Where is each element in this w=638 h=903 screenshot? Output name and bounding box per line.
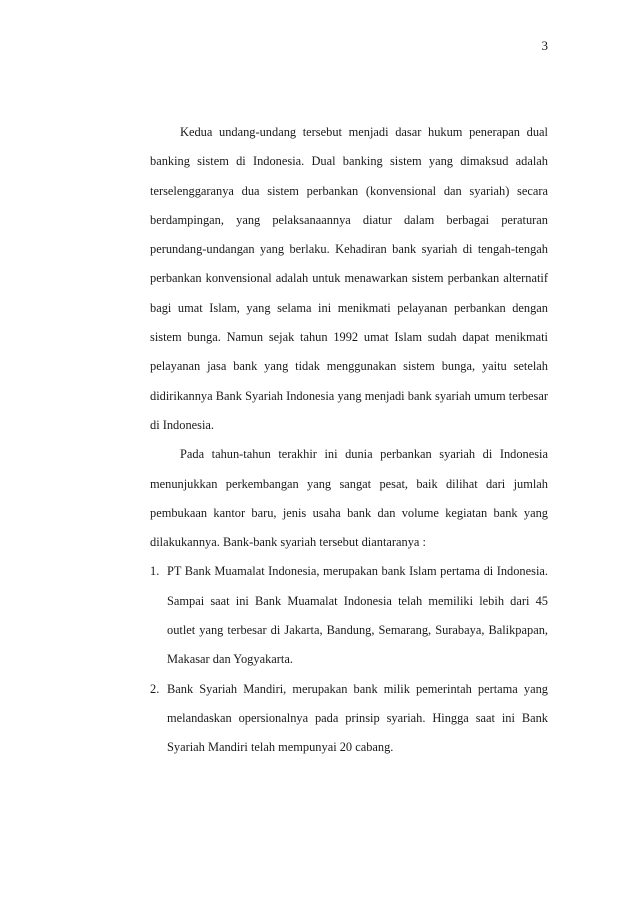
document-body (150, 118, 548, 763)
list-item (150, 675, 548, 763)
bank-list (150, 557, 548, 762)
list-item-number: 1. (150, 564, 160, 579)
list-item-text: PT Bank Muamalat Indonesia, merupakan bank Islam pertama di Indonesia. Sampai saat ini Bank Muamalat Indonesia telah memiliki lebih dari 45 outlet yang terbesar di Jakarta, Bandung, Semarang, Surabaya, Balikpapan, Makasar dan Yogyakarta. (167, 564, 548, 667)
list-item (150, 557, 548, 674)
page-number: 3 (541, 38, 548, 53)
paragraph-perkembangan: Pada tahun-tahun terakhir ini dunia perbankan syariah di Indonesia menunjukkan perkembangan yang sangat pesat, baik dilihat dari jumlah pembukaan kantor baru, jenis usaha bank dan volume kegiatan bank yang dilakukannya. Bank-bank syariah tersebut diantaranya : (150, 447, 548, 550)
list-item-text: Bank Syariah Mandiri, merupakan bank milik pemerintah pertama yang melandaskan opersionalnya pada prinsip syariah. Hingga saat ini Bank Syariah Mandiri telah mempunyai 20 cabang. (167, 681, 548, 755)
paragraph-dual-banking: Kedua undang-undang tersebut menjadi dasar hukum penerapan dual banking sistem di Indonesia. Dual banking sistem yang dimaksud adalah terselenggaranya dua sistem perbankan (konvensional dan syariah) secara berdampingan, yang pelaksanaannya diatur dalam berbagai peraturan perundang-undangan yang berlaku. Kehadiran bank syariah di tengah-tengah perbankan konvensional adalah untuk menawarkan sistem perbankan alternatif bagi umat Islam, yang selama ini menikmati pelayanan perbankan dengan sistem bunga. Namun sejak tahun 1992 umat Islam sudah dapat menikmati pelayanan jasa bank yang tidak menggunakan sistem bunga, yaitu setelah didirikannya Bank Syariah Indonesia yang menjadi bank syariah umum terbesar di Indonesia. (150, 125, 548, 432)
list-item-number: 2. (150, 681, 160, 696)
